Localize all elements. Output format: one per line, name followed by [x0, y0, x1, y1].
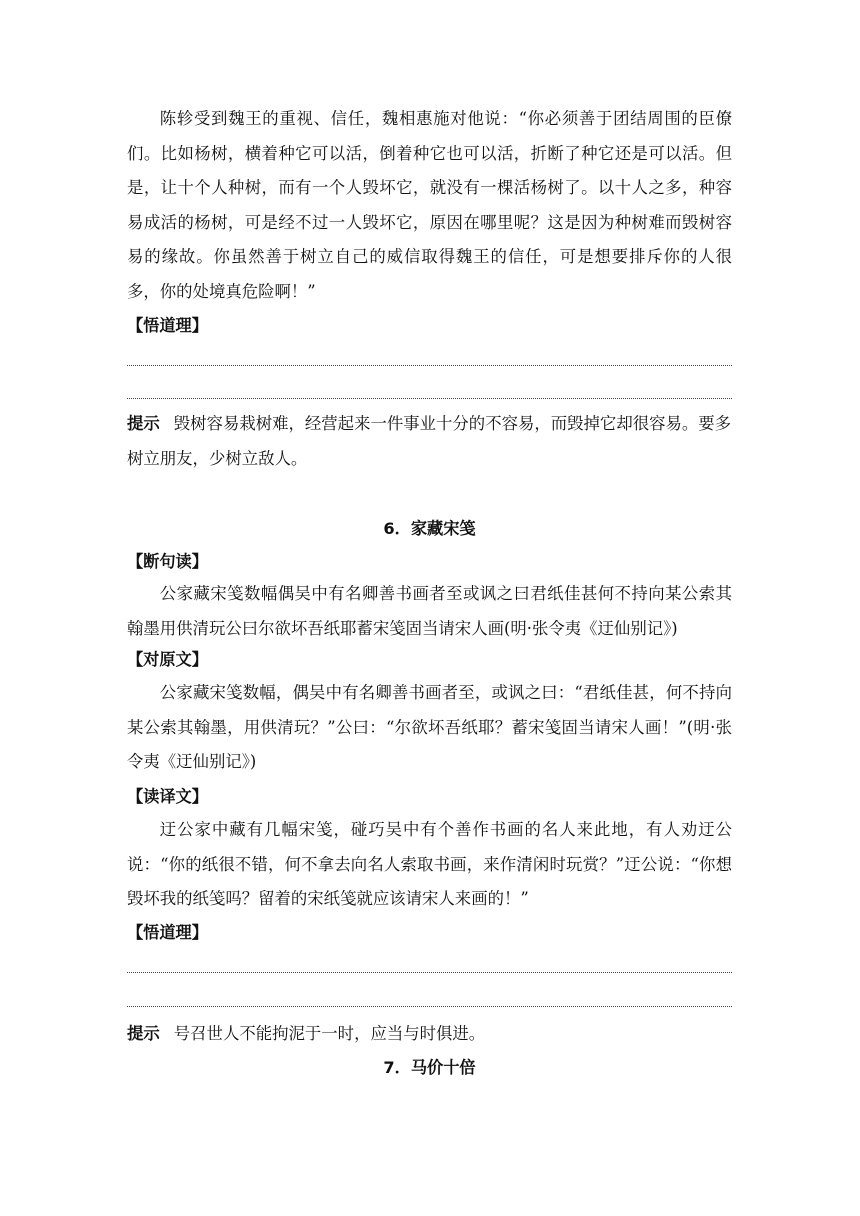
section6-hint	[127, 1017, 732, 1052]
hint-text: 号召世人不能拘泥于一时，应当与时俱进。	[173, 1024, 486, 1043]
section6-punct-text: 公家藏宋笺数幅偶吴中有名卿善书画者至或讽之曰君纸佳甚何不持向某公索其翰墨用供清玩公曰尔欲坏吾纸耶蓄宋笺固当请宋人画(明·张令夷《迂仙别记》)	[127, 584, 732, 638]
answer-line-3	[127, 972, 732, 973]
hint-text: 毁树容易栽树难，经营起来一件事业十分的不容易，而毁掉它却很容易。要多树立朋友，少树立敌人。	[127, 414, 732, 468]
answer-line-1	[127, 365, 732, 366]
hint-label: 提示	[127, 414, 160, 433]
section5-hint	[127, 407, 732, 476]
section6-punct-label: 【断句读】	[127, 552, 208, 571]
section6-lesson-label: 【悟道理】	[127, 923, 208, 942]
answer-line-2	[127, 398, 732, 399]
section6-translate-label: 【读译文】	[127, 787, 208, 806]
section6-original-text: 公家藏宋笺数幅，偶吴中有名卿善书画者至，或讽之曰：“君纸佳甚，何不持向某公索其翰墨，用供清玩？”公曰：“尔欲坏吾纸耶？蓄宋笺固当请宋人画！”(明·张令夷《迂仙别记》)	[127, 683, 732, 771]
section6-translate-text: 迂公家中藏有几幅宋笺，碰巧吴中有个善作书画的名人来此地，有人劝迂公说：“你的纸很不错，何不拿去向名人索取书画，来作清闲时玩赏？”迂公说：“你想毁坏我的纸笺吗？留着的宋纸笺就应该请宋人来画的！”	[127, 820, 732, 908]
section5-translation: 陈轸受到魏王的重视、信任，魏相惠施对他说：“你必须善于团结周围的臣僚们。比如杨树，横着种它可以活，倒着种它也可以活，折断了种它还是可以活。但是，让十个人种树，而有一个人毁坏它，就没有一棵活杨树了。以十人之多，种容易成活的杨树，可是经不过一人毁坏它，原因在哪里呢？这是因为种树难而毁树容易的缘故。你虽然善于树立自己的威信取得魏王的信任，可是想要排斥你的人很多，你的处境真危险啊！”	[127, 109, 732, 301]
section5-lesson-label: 【悟道理】	[127, 316, 208, 335]
section6-original-label: 【对原文】	[127, 650, 208, 669]
answer-line-4	[127, 1006, 732, 1007]
section7-title: 7．马价十倍	[383, 1058, 476, 1077]
hint-label: 提示	[127, 1024, 160, 1043]
section6-title: 6．家藏宋笺	[383, 519, 476, 538]
